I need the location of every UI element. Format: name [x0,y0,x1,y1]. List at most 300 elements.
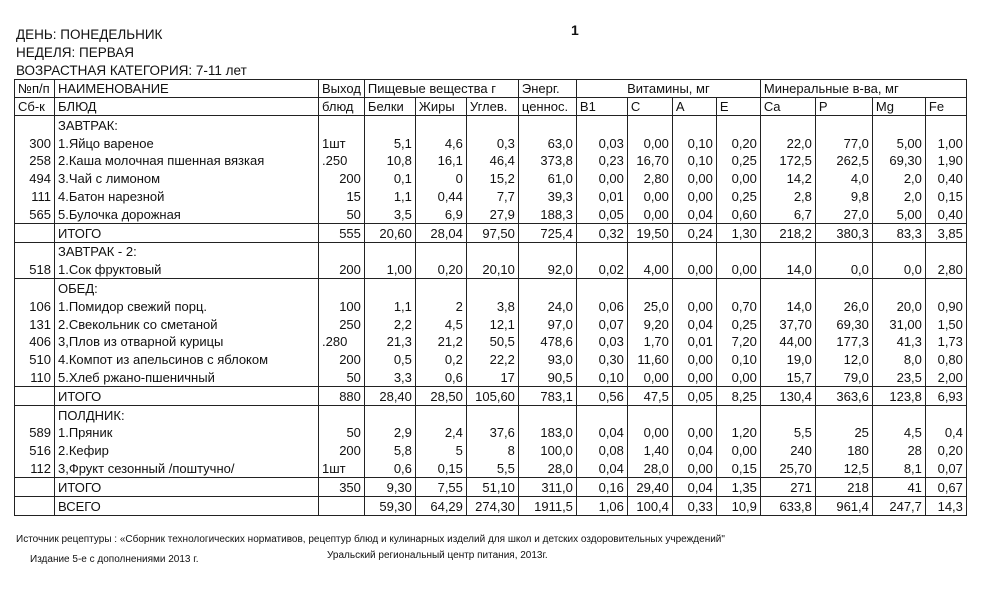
value-cell: 51,10 [466,477,518,496]
value-cell [466,279,518,297]
value-cell [872,405,925,423]
col-carb-header: Углев. [466,98,518,116]
value-cell: 9,8 [815,187,872,205]
value-cell: 0,00 [627,134,672,152]
yield-cell [319,279,365,297]
value-cell [518,279,576,297]
total-row [15,223,967,242]
col-mg-header: Mg [872,98,925,116]
value-cell: 380,3 [815,223,872,242]
value-cell: 0,01 [672,333,716,351]
dish-code: 106 [15,297,55,315]
value-cell: 39,3 [518,187,576,205]
value-cell: 23,5 [872,368,925,386]
value-cell: 10,8 [364,152,415,170]
value-cell: 0,00 [716,368,760,386]
table-row [15,368,967,386]
value-cell: 3,8 [466,297,518,315]
value-cell [672,116,716,134]
value-cell: 1,50 [925,315,966,333]
table-row [15,350,967,368]
value-cell: 8,1 [872,459,925,477]
value-cell [627,279,672,297]
value-cell: 177,3 [815,333,872,351]
value-cell: 2,80 [925,260,966,278]
value-cell [815,116,872,134]
value-cell [872,242,925,260]
value-cell: 0,32 [576,223,627,242]
value-cell [576,116,627,134]
recipe-source: Источник рецептуры : «Сборник технологических нормативов, рецептур блюд и кулинарных изделий для школ и детских оздоровительных учреждений" [16,534,725,545]
value-cell: 0,90 [925,297,966,315]
value-cell: 1,73 [925,333,966,351]
value-cell: 8,25 [716,386,760,405]
value-cell: 6,7 [760,205,815,223]
value-cell: 37,70 [760,315,815,333]
value-cell: 21,3 [364,333,415,351]
yield-cell: 1шт [319,134,365,152]
value-cell: 5,5 [760,424,815,442]
value-cell: 5,8 [364,441,415,459]
value-cell: 0,00 [716,169,760,187]
dish-code: 406 [15,333,55,351]
yield-cell [319,496,365,515]
value-cell: 0,10 [716,350,760,368]
col-yield-header: Выход [319,80,365,98]
dish-code [15,496,55,515]
dish-code: 518 [15,260,55,278]
dish-name: 1.Пряник [55,424,319,442]
value-cell: 15,7 [760,368,815,386]
value-cell: 1,30 [716,223,760,242]
col-vitamins-header: Витамины, мг [576,80,760,98]
value-cell: 2,0 [872,187,925,205]
value-cell: 11,60 [627,350,672,368]
value-cell: 2 [415,297,466,315]
value-cell: 37,6 [466,424,518,442]
value-cell: 97,0 [518,315,576,333]
value-cell [925,279,966,297]
dish-name: 5.Хлеб ржано-пшеничный [55,368,319,386]
dish-name: 2.Кефир [55,441,319,459]
col-minerals-header: Минеральные в-ва, мг [760,80,966,98]
value-cell [672,242,716,260]
value-cell: 22,2 [466,350,518,368]
value-cell: 5,5 [466,459,518,477]
value-cell [364,405,415,423]
dish-name: ИТОГО [55,477,319,496]
value-cell: 2,4 [415,424,466,442]
value-cell [415,116,466,134]
section-row [15,279,967,297]
value-cell: 9,20 [627,315,672,333]
table-row [15,315,967,333]
value-cell [364,279,415,297]
value-cell: 16,1 [415,152,466,170]
value-cell: 218 [815,477,872,496]
value-cell: 12,1 [466,315,518,333]
dish-name: 2.Каша молочная пшенная вязкая [55,152,319,170]
value-cell: 0,00 [716,441,760,459]
yield-cell: 350 [319,477,365,496]
dish-name: 3,Фрукт сезонный /поштучно/ [55,459,319,477]
table-row [15,441,967,459]
value-cell: 0,70 [716,297,760,315]
table-row [15,187,967,205]
value-cell: 1,20 [716,424,760,442]
value-cell: 20,0 [872,297,925,315]
value-cell: 363,6 [815,386,872,405]
dish-code [15,223,55,242]
value-cell: 0,02 [576,260,627,278]
table-row [15,205,967,223]
dish-code [15,279,55,297]
value-cell: 31,00 [872,315,925,333]
col-c-header: C [627,98,672,116]
value-cell: 0,16 [576,477,627,496]
value-cell: 5,00 [872,134,925,152]
value-cell: 12,5 [815,459,872,477]
dish-code: 131 [15,315,55,333]
value-cell: 0,00 [627,368,672,386]
page-number: 1 [571,22,579,38]
dish-code: 112 [15,459,55,477]
value-cell: 0,25 [716,187,760,205]
value-cell [518,405,576,423]
value-cell: 14,0 [760,297,815,315]
value-cell: 172,5 [760,152,815,170]
value-cell: 0,67 [925,477,966,496]
col-protein-header: Белки [364,98,415,116]
dish-code: 111 [15,187,55,205]
dish-code [15,242,55,260]
value-cell: 0,07 [576,315,627,333]
value-cell: 0,10 [672,152,716,170]
value-cell: 218,2 [760,223,815,242]
dish-name: 4.Компот из апельсинов с яблоком [55,350,319,368]
value-cell: 0,0 [815,260,872,278]
dish-name: 2.Свекольник со сметаной [55,315,319,333]
value-cell: 28,0 [518,459,576,477]
value-cell [415,279,466,297]
value-cell: 0 [415,169,466,187]
value-cell: 0,00 [627,187,672,205]
value-cell: 46,4 [466,152,518,170]
section-row [15,116,967,134]
value-cell: 100,0 [518,441,576,459]
value-cell: 2,2 [364,315,415,333]
dish-name: ИТОГО [55,223,319,242]
value-cell: 2,9 [364,424,415,442]
value-cell: 22,0 [760,134,815,152]
value-cell [627,116,672,134]
value-cell: 1,40 [627,441,672,459]
value-cell: 10,9 [716,496,760,515]
yield-cell: 200 [319,169,365,187]
value-cell: 0,20 [415,260,466,278]
value-cell: 105,60 [466,386,518,405]
value-cell: 4,5 [872,424,925,442]
value-cell: 3,85 [925,223,966,242]
value-cell: 311,0 [518,477,576,496]
value-cell: 0,25 [716,315,760,333]
value-cell: 9,30 [364,477,415,496]
value-cell: 180 [815,441,872,459]
yield-cell: .250 [319,152,365,170]
value-cell: 0,2 [415,350,466,368]
col-nutrients-header: Пищевые вещества г [364,80,518,98]
value-cell: 2,00 [925,368,966,386]
value-cell: 0,00 [672,260,716,278]
value-cell: 20,60 [364,223,415,242]
day-label: ДЕНЬ: ПОНЕДЕЛЬНИК [16,27,163,42]
yield-cell: 250 [319,315,365,333]
table-row [15,134,967,152]
value-cell: 0,24 [672,223,716,242]
value-cell: 0,00 [672,368,716,386]
value-cell: 3,3 [364,368,415,386]
value-cell: 14,0 [760,260,815,278]
value-cell: 0,20 [716,134,760,152]
value-cell: 0,00 [716,260,760,278]
value-cell: 83,3 [872,223,925,242]
value-cell [627,242,672,260]
value-cell: 14,2 [760,169,815,187]
value-cell: 0,04 [672,477,716,496]
yield-cell: 200 [319,260,365,278]
col-fe-header: Fe [925,98,966,116]
value-cell: 0,04 [672,205,716,223]
value-cell: 0,40 [925,205,966,223]
value-cell: 97,50 [466,223,518,242]
value-cell: 79,0 [815,368,872,386]
value-cell: 92,0 [518,260,576,278]
value-cell: 100,4 [627,496,672,515]
value-cell: 26,0 [815,297,872,315]
value-cell: 8,0 [872,350,925,368]
value-cell: 28 [872,441,925,459]
value-cell: 19,50 [627,223,672,242]
yield-cell: 200 [319,350,365,368]
dish-code: 589 [15,424,55,442]
table-row [15,424,967,442]
dish-name: 1.Яйцо вареное [55,134,319,152]
value-cell: 4,6 [415,134,466,152]
yield-cell [319,405,365,423]
value-cell: 0,04 [576,424,627,442]
value-cell: 25,0 [627,297,672,315]
value-cell: 17 [466,368,518,386]
value-cell [925,242,966,260]
value-cell [466,242,518,260]
value-cell: 69,30 [872,152,925,170]
value-cell: 0,00 [672,297,716,315]
value-cell: 961,4 [815,496,872,515]
yield-cell: 880 [319,386,365,405]
dish-code [15,405,55,423]
dish-name: ВСЕГО [55,496,319,515]
value-cell: 20,10 [466,260,518,278]
dish-code: 110 [15,368,55,386]
value-cell: 0,00 [576,169,627,187]
value-cell: 1,06 [576,496,627,515]
value-cell: 0,07 [925,459,966,477]
value-cell: 0,03 [576,134,627,152]
yield-cell: 555 [319,223,365,242]
value-cell: 41,3 [872,333,925,351]
value-cell: 7,55 [415,477,466,496]
col-fat-header: Жиры [415,98,466,116]
value-cell: 44,00 [760,333,815,351]
value-cell: 3,5 [364,205,415,223]
value-cell: 240 [760,441,815,459]
yield-cell: 50 [319,424,365,442]
menu-table [14,79,967,516]
value-cell: 4,00 [627,260,672,278]
value-cell: 0,15 [716,459,760,477]
value-cell: 0,00 [672,424,716,442]
value-cell: 5,00 [872,205,925,223]
col-a-header: A [672,98,716,116]
value-cell [716,405,760,423]
col-name-subheader: БЛЮД [55,98,319,116]
value-cell: 28,04 [415,223,466,242]
value-cell: 63,0 [518,134,576,152]
value-cell: 0,5 [364,350,415,368]
value-cell: 1,00 [925,134,966,152]
week-label: НЕДЕЛЯ: ПЕРВАЯ [16,45,135,60]
meal-title: ПОЛДНИК: [55,405,319,423]
yield-cell: 200 [319,441,365,459]
value-cell: 6,9 [415,205,466,223]
value-cell: 6,93 [925,386,966,405]
yield-cell [319,116,365,134]
value-cell: 90,5 [518,368,576,386]
value-cell [925,116,966,134]
dish-code: 494 [15,169,55,187]
value-cell [815,279,872,297]
yield-cell: 100 [319,297,365,315]
value-cell: 0,15 [415,459,466,477]
value-cell: 783,1 [518,386,576,405]
value-cell [364,242,415,260]
value-cell: 0,00 [627,205,672,223]
value-cell: 0,00 [672,169,716,187]
value-cell: 0,04 [576,459,627,477]
value-cell: 1,1 [364,187,415,205]
col-b1-header: B1 [576,98,627,116]
value-cell [716,279,760,297]
value-cell: 47,5 [627,386,672,405]
value-cell: 93,0 [518,350,576,368]
value-cell: 0,33 [672,496,716,515]
dish-code: 565 [15,205,55,223]
value-cell: 28,40 [364,386,415,405]
publisher-note: Уральский региональный центр питания, 2013г. [327,550,548,561]
value-cell: 1,90 [925,152,966,170]
value-cell [760,242,815,260]
total-row [15,496,967,515]
value-cell: 7,7 [466,187,518,205]
header-row-1 [15,80,967,98]
value-cell: 61,0 [518,169,576,187]
value-cell: 0,03 [576,333,627,351]
value-cell: 0,05 [672,386,716,405]
value-cell: 0,01 [576,187,627,205]
value-cell [518,116,576,134]
value-cell: 4,0 [815,169,872,187]
value-cell: 0,06 [576,297,627,315]
value-cell: 0,30 [576,350,627,368]
value-cell: 247,7 [872,496,925,515]
value-cell: 29,40 [627,477,672,496]
value-cell: 21,2 [415,333,466,351]
col-e-header: E [716,98,760,116]
value-cell [716,242,760,260]
value-cell: 0,3 [466,134,518,152]
col-no-subheader: Сб-к [15,98,55,116]
value-cell: 77,0 [815,134,872,152]
yield-cell [319,242,365,260]
value-cell [760,279,815,297]
value-cell [576,279,627,297]
value-cell: 25 [815,424,872,442]
table-row [15,333,967,351]
value-cell: 262,5 [815,152,872,170]
col-energy-subheader: ценнос. [518,98,576,116]
yield-cell: 50 [319,205,365,223]
value-cell: 0,4 [925,424,966,442]
value-cell: 0,00 [672,459,716,477]
value-cell: 2,0 [872,169,925,187]
table-row [15,260,967,278]
value-cell [415,242,466,260]
col-energy-header: Энерг. [518,80,576,98]
value-cell [672,405,716,423]
value-cell: 0,04 [672,315,716,333]
yield-cell: 50 [319,368,365,386]
value-cell: 27,0 [815,205,872,223]
dish-code [15,116,55,134]
value-cell: 0,00 [672,187,716,205]
dish-code: 300 [15,134,55,152]
col-yield-subheader: блюд [319,98,365,116]
value-cell: 0,25 [716,152,760,170]
value-cell: 7,20 [716,333,760,351]
value-cell: 183,0 [518,424,576,442]
value-cell: 373,8 [518,152,576,170]
value-cell [925,405,966,423]
col-ca-header: Ca [760,98,815,116]
value-cell: 1,1 [364,297,415,315]
value-cell: 5 [415,441,466,459]
value-cell: 0,20 [925,441,966,459]
value-cell: 0,0 [872,260,925,278]
value-cell: 271 [760,477,815,496]
value-cell [716,116,760,134]
section-row [15,405,967,423]
value-cell: 2,80 [627,169,672,187]
dish-name: 3.Чай с лимоном [55,169,319,187]
yield-cell: 15 [319,187,365,205]
header-row-2 [15,98,967,116]
value-cell: 0,04 [672,441,716,459]
value-cell [518,242,576,260]
col-no-header: №п/п [15,80,55,98]
value-cell: 0,80 [925,350,966,368]
meal-title: ЗАВТРАК - 2: [55,242,319,260]
dish-name: ИТОГО [55,386,319,405]
